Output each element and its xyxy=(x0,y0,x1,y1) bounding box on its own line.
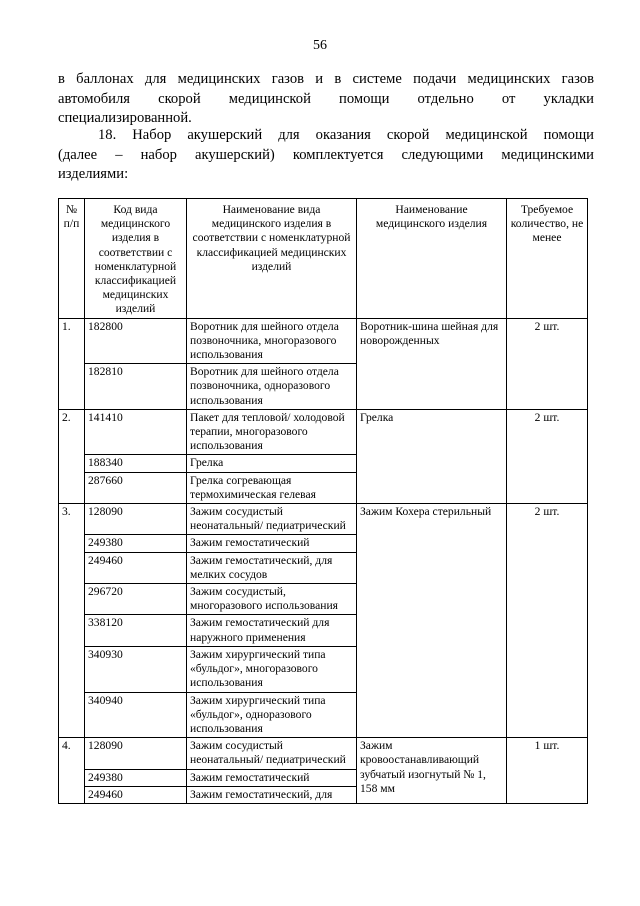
paragraph-2 xyxy=(58,126,594,185)
kind-code: 249380 xyxy=(85,769,187,786)
kind-name: Зажим гемостатический, для xyxy=(187,786,357,803)
kind-code: 141410 xyxy=(85,409,187,455)
kind-name: Воротник для шейного отдела позвоночника, многоразового использования xyxy=(187,318,357,364)
table-row xyxy=(59,504,588,535)
kind-code: 340940 xyxy=(85,692,187,738)
table-body xyxy=(59,318,588,803)
header-kind-name: Наименование вида медицинского изделия в соответствии с номенклатурной классификацией медицинских изделий xyxy=(187,199,357,319)
kind-name: Зажим хирургический типа «бульдог», многоразового использования xyxy=(187,646,357,692)
row-number: 3. xyxy=(59,504,85,738)
kind-name: Грелка xyxy=(187,455,357,472)
kind-code: 338120 xyxy=(85,615,187,646)
header-num: № п/п xyxy=(59,199,85,319)
kind-name: Зажим гемостатический xyxy=(187,769,357,786)
kind-code: 182800 xyxy=(85,318,187,364)
paragraph-1-line-3: специализированной. xyxy=(58,110,192,126)
required-quantity: 2 шт. xyxy=(507,409,588,503)
paragraph-1 xyxy=(58,70,594,129)
paragraph-1-line-1: в баллонах для медицинских газов и в системе подачи медицинских газов xyxy=(58,71,594,87)
required-quantity: 2 шт. xyxy=(507,318,588,409)
kind-name: Зажим сосудистый неонатальный/ педиатрический xyxy=(187,504,357,535)
header-code: Код вида медицинского изделия в соответствии с номенклатурной классификацией медицинских изделий xyxy=(85,199,187,319)
kind-name: Зажим хирургический типа «бульдог», одноразового использования xyxy=(187,692,357,738)
paragraph-2-line-1: 18. Набор акушерский для оказания скорой медицинской помощи xyxy=(98,127,594,143)
kind-name: Грелка согревающая термохимическая гелевая xyxy=(187,472,357,503)
device-name: Зажим Кохера стерильный xyxy=(357,504,507,738)
required-quantity: 2 шт. xyxy=(507,504,588,738)
medical-devices-table xyxy=(58,198,588,804)
kind-code: 249460 xyxy=(85,786,187,803)
kind-name: Зажим сосудистый, многоразового использования xyxy=(187,584,357,615)
kind-code: 249380 xyxy=(85,535,187,552)
table-row xyxy=(59,318,588,364)
device-name: Зажим кровоостанавливающий зубчатый изогнутый № 1, 158 мм xyxy=(357,738,507,804)
paragraph-2-line-2: (далее – набор акушерский) комплектуется следующими медицинскими xyxy=(58,146,594,163)
kind-name: Зажим гемостатический для наружного применения xyxy=(187,615,357,646)
required-quantity: 1 шт. xyxy=(507,738,588,804)
kind-code: 182810 xyxy=(85,364,187,410)
kind-code: 188340 xyxy=(85,455,187,472)
paragraph-1-line-2: автомобиля скорой медицинской помощи отдельно от укладки xyxy=(58,90,594,107)
paragraph-2-line-3: изделиями: xyxy=(58,166,129,182)
kind-code: 287660 xyxy=(85,472,187,503)
kind-code: 128090 xyxy=(85,738,187,769)
row-number: 1. xyxy=(59,318,85,409)
kind-code: 128090 xyxy=(85,504,187,535)
device-name: Воротник-шина шейная для новорожденных xyxy=(357,318,507,409)
device-name: Грелка xyxy=(357,409,507,503)
kind-name: Воротник для шейного отдела позвоночника, одноразового использования xyxy=(187,364,357,410)
kind-name: Пакет для тепловой/ холодовой терапии, многоразового использования xyxy=(187,409,357,455)
kind-code: 340930 xyxy=(85,646,187,692)
table-row xyxy=(59,738,588,769)
header-device-name: Наименование медицинского изделия xyxy=(357,199,507,319)
table-row xyxy=(59,409,588,455)
table-header-row xyxy=(59,199,588,319)
row-number: 4. xyxy=(59,738,85,804)
kind-code: 249460 xyxy=(85,552,187,583)
kind-code: 296720 xyxy=(85,584,187,615)
kind-name: Зажим гемостатический, для мелких сосудов xyxy=(187,552,357,583)
header-qty: Требуемое количество, не менее xyxy=(507,199,588,319)
kind-name: Зажим гемостатический xyxy=(187,535,357,552)
page-number: 56 xyxy=(313,38,327,53)
row-number: 2. xyxy=(59,409,85,503)
kind-name: Зажим сосудистый неонатальный/ педиатрический xyxy=(187,738,357,769)
